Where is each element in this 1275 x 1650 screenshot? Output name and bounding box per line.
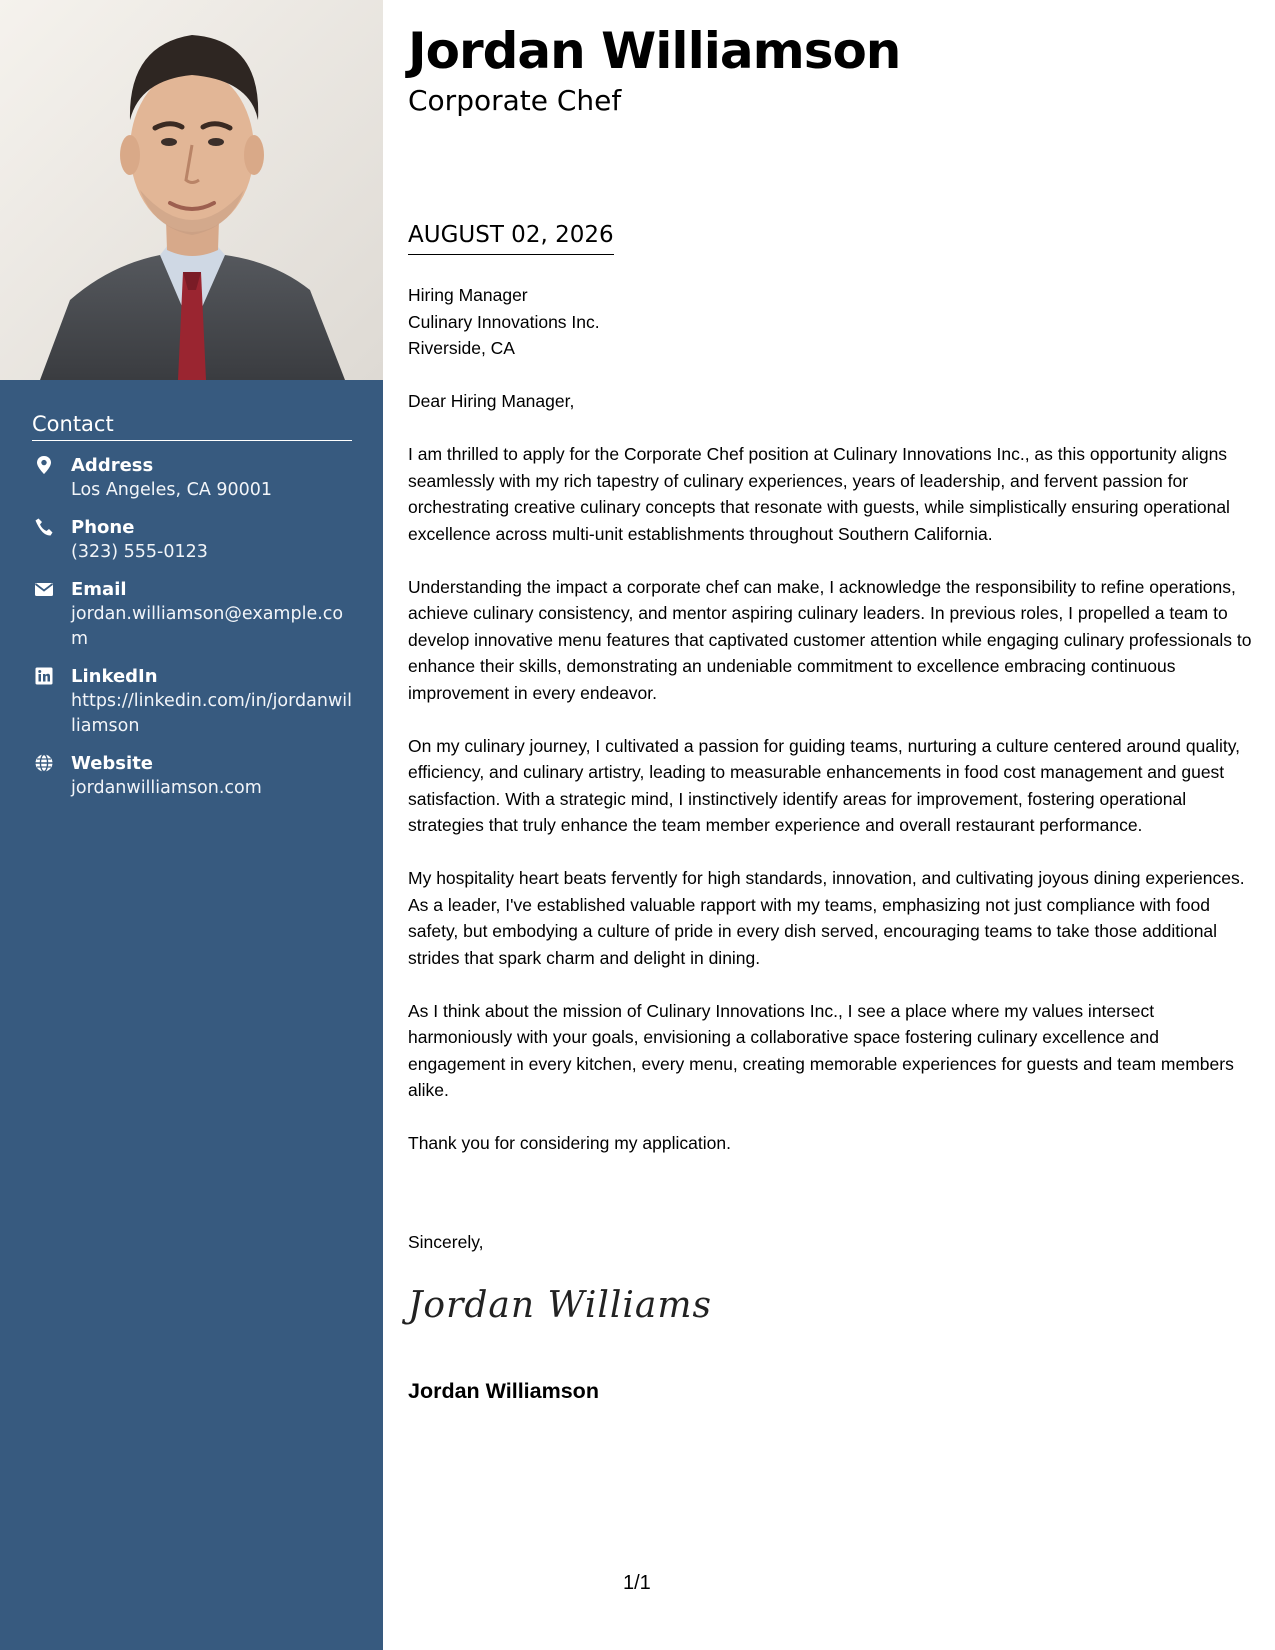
email-label: Email xyxy=(71,579,127,600)
linkedin-icon xyxy=(34,666,54,686)
letter-body xyxy=(408,388,1253,1183)
letter-paragraph: Understanding the impact a corporate chef can make, I acknowledge the responsibility to refine operations, achieve culinary consistency, and mentor aspiring culinary leaders. In previous roles, I propelled a team to develop innovative menu features that captivated customer attention while engaging culinary professionals to enhance their skills, demonstrating an undeniable commitment to excellence embracing continuous improvement in every endeavor. xyxy=(408,576,1252,703)
letter-paragraph: My hospitality heart beats fervently for high standards, innovation, and cultivating joyous dining experiences. As a leader, I've established valuable rapport with my teams, emphasizing not just compliance with food safety, but embodying a culture of pride in every dish served, encouraging teams to take those additional strides that spark charm and delight in dining. xyxy=(408,868,1245,968)
address-label: Address xyxy=(71,455,154,476)
linkedin-label: LinkedIn xyxy=(71,666,158,687)
signature-image xyxy=(408,1285,712,1335)
map-pin-icon xyxy=(34,455,54,475)
linkedin-value[interactable]: https://linkedin.com/in/jordanwilliamson xyxy=(71,691,352,736)
contact-heading: Contact xyxy=(32,412,352,441)
profile-photo xyxy=(0,0,383,380)
website-label: Website xyxy=(71,753,154,774)
contact-item-linkedin xyxy=(32,664,352,739)
recipient-line: Culinary Innovations Inc. xyxy=(408,311,600,332)
signature-text: Jordan Williams xyxy=(408,1285,712,1326)
contact-item-phone xyxy=(32,515,352,565)
phone-value: (323) 555-0123 xyxy=(71,542,208,562)
recipient-line: Hiring Manager xyxy=(408,285,528,305)
phone-icon xyxy=(34,517,54,537)
contact-item-website xyxy=(32,751,352,801)
job-title: Corporate Chef xyxy=(408,84,622,117)
email-value[interactable]: jordan.williamson@example.com xyxy=(71,604,344,649)
letter-paragraph: On my culinary journey, I cultivated a passion for guiding teams, nurturing a culture centered around quality, efficiency, and culinary artistry, leading to measurable enhancements in food cost management and guest satisfaction. With a strategic mind, I instinctively identify areas for improvement, fostering operational strategies that truly enhance the team member experience and overall restaurant performance. xyxy=(408,735,1241,835)
contact-item-email xyxy=(32,577,352,652)
letter-paragraph: As I think about the mission of Culinary Innovations Inc., I see a place where my values intersect harmoniously with your goals, envisioning a collaborative space fostering culinary excellence and engagement in every kitchen, every menu, creating memorable experiences for guests and team members alike. xyxy=(408,1000,1234,1100)
address-value: Los Angeles, CA 90001 xyxy=(71,480,273,500)
recipient-line: Riverside, CA xyxy=(408,338,515,358)
page-number: 1/1 xyxy=(623,1572,651,1594)
letter-paragraph: Thank you for considering my application. xyxy=(408,1133,731,1153)
closing: Sincerely, xyxy=(408,1232,484,1252)
globe-icon xyxy=(34,753,54,773)
applicant-name: Jordan Williamson xyxy=(408,22,901,80)
contact-item-address xyxy=(32,453,352,503)
salutation: Dear Hiring Manager, xyxy=(408,391,575,411)
website-value[interactable]: jordanwilliamson.com xyxy=(71,778,262,798)
letter-paragraph: I am thrilled to apply for the Corporate Chef position at Culinary Innovations Inc., as this opportunity aligns seamlessly with my rich tapestry of culinary experiences, years of leadership, and fervent passion for orchestrating creative culinary concepts that resonate with guests, while simplistically ensuring operational excellence across multi-unit establishments throughout Southern California. xyxy=(408,444,1230,544)
phone-label: Phone xyxy=(71,517,135,538)
contact-section xyxy=(32,412,352,801)
sidebar xyxy=(0,0,383,1650)
envelope-icon xyxy=(34,579,54,599)
letter-date: AUGUST 02, 2026 xyxy=(408,222,614,255)
signed-name: Jordan Williamson xyxy=(408,1379,599,1403)
recipient-block xyxy=(408,282,600,362)
